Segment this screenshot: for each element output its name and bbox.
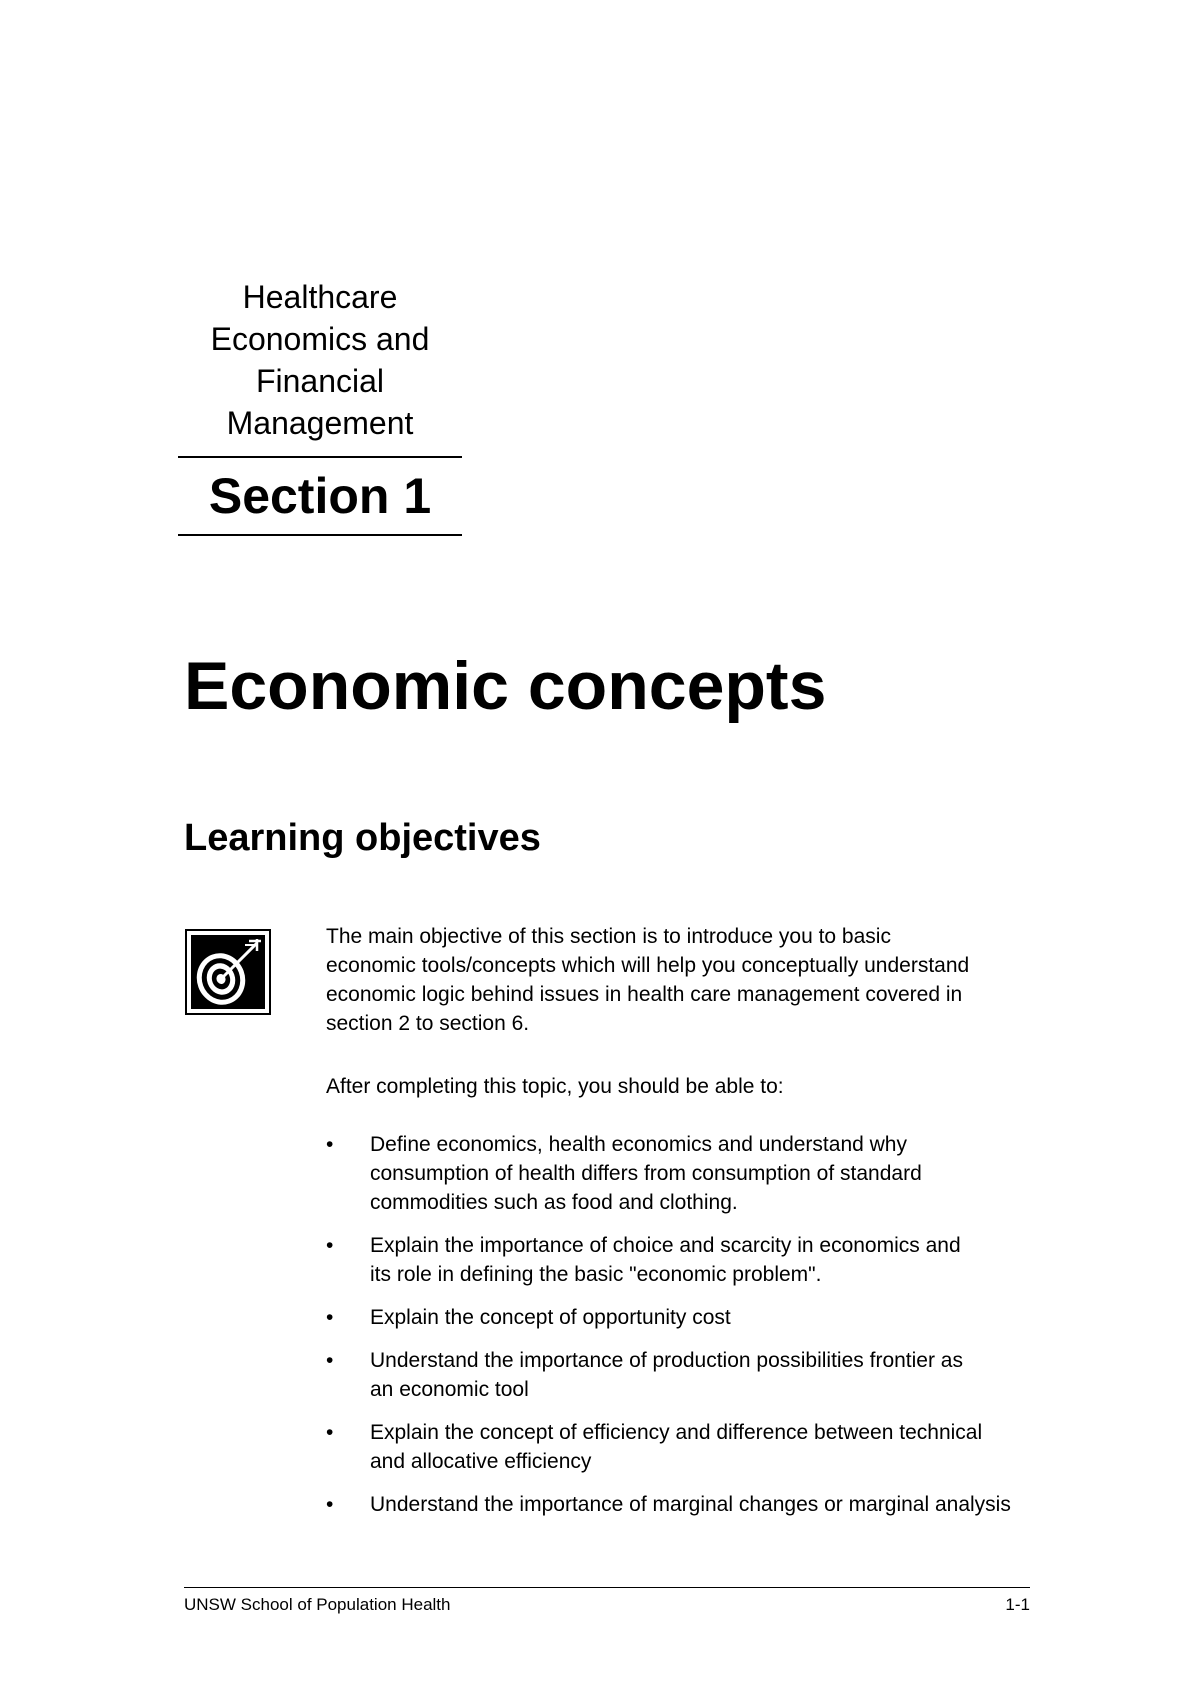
course-title-line: Healthcare <box>242 279 398 315</box>
footer-institution: UNSW School of Population Health <box>184 1595 451 1614</box>
lead-sentence: After completing this topic, you should be able to: <box>326 1075 784 1098</box>
list-item <box>326 1346 1066 1404</box>
list-item <box>326 1490 1066 1519</box>
list-item <box>326 1130 1066 1217</box>
list-item-line: commodities such as food and clothing. <box>370 1191 738 1214</box>
list-item <box>326 1418 1066 1476</box>
course-title-line: Economics and <box>210 321 430 357</box>
intro-line: economic logic behind issues in health care management covered in <box>326 983 963 1006</box>
list-item-line: Understand the importance of marginal changes or marginal analysis <box>370 1493 1011 1516</box>
page-title: Economic concepts <box>184 648 827 724</box>
bullet: • <box>326 1306 334 1329</box>
target-icon-graphic <box>191 935 265 1009</box>
learning-objectives-heading: Learning objectives <box>184 817 541 859</box>
list-item-line: Explain the importance of choice and scarcity in economics and <box>370 1234 961 1257</box>
section-rule-bottom <box>178 534 462 536</box>
target-icon <box>185 929 271 1015</box>
page-number: 1-1 <box>1005 1595 1030 1614</box>
course-title-line: Financial <box>255 363 385 399</box>
section-label: Section 1 <box>208 468 432 524</box>
list-item <box>326 1303 1066 1332</box>
intro-line: section 2 to section 6. <box>326 1012 530 1035</box>
list-item-line: Understand the importance of production possibilities frontier as <box>370 1349 963 1372</box>
section-rule-top <box>178 456 462 458</box>
list-item-line: an economic tool <box>370 1378 529 1401</box>
list-item-line: its role in defining the basic "economic problem". <box>370 1263 822 1286</box>
intro-line: economic tools/concepts which will help you conceptually understand <box>326 954 970 977</box>
course-title <box>178 276 462 444</box>
list-item-line: Define economics, health economics and understand why <box>370 1133 907 1156</box>
bullet: • <box>326 1133 334 1156</box>
course-title-line: Management <box>226 405 414 441</box>
intro-line: The main objective of this section is to introduce you to basic <box>326 925 891 948</box>
list-item <box>326 1231 1066 1289</box>
list-item-line: and allocative efficiency <box>370 1450 592 1473</box>
list-item-line: Explain the concept of efficiency and difference between technical <box>370 1421 983 1444</box>
list-item-line: consumption of health differs from consumption of standard <box>370 1162 922 1185</box>
footer-divider <box>184 1587 1030 1588</box>
bullet: • <box>326 1349 334 1372</box>
bullet: • <box>326 1234 334 1257</box>
objectives-list <box>326 1130 1066 1533</box>
bullet: • <box>326 1493 334 1516</box>
bullet: • <box>326 1421 334 1444</box>
list-item-line: Explain the concept of opportunity cost <box>370 1306 731 1329</box>
intro-paragraph <box>326 922 1066 1038</box>
